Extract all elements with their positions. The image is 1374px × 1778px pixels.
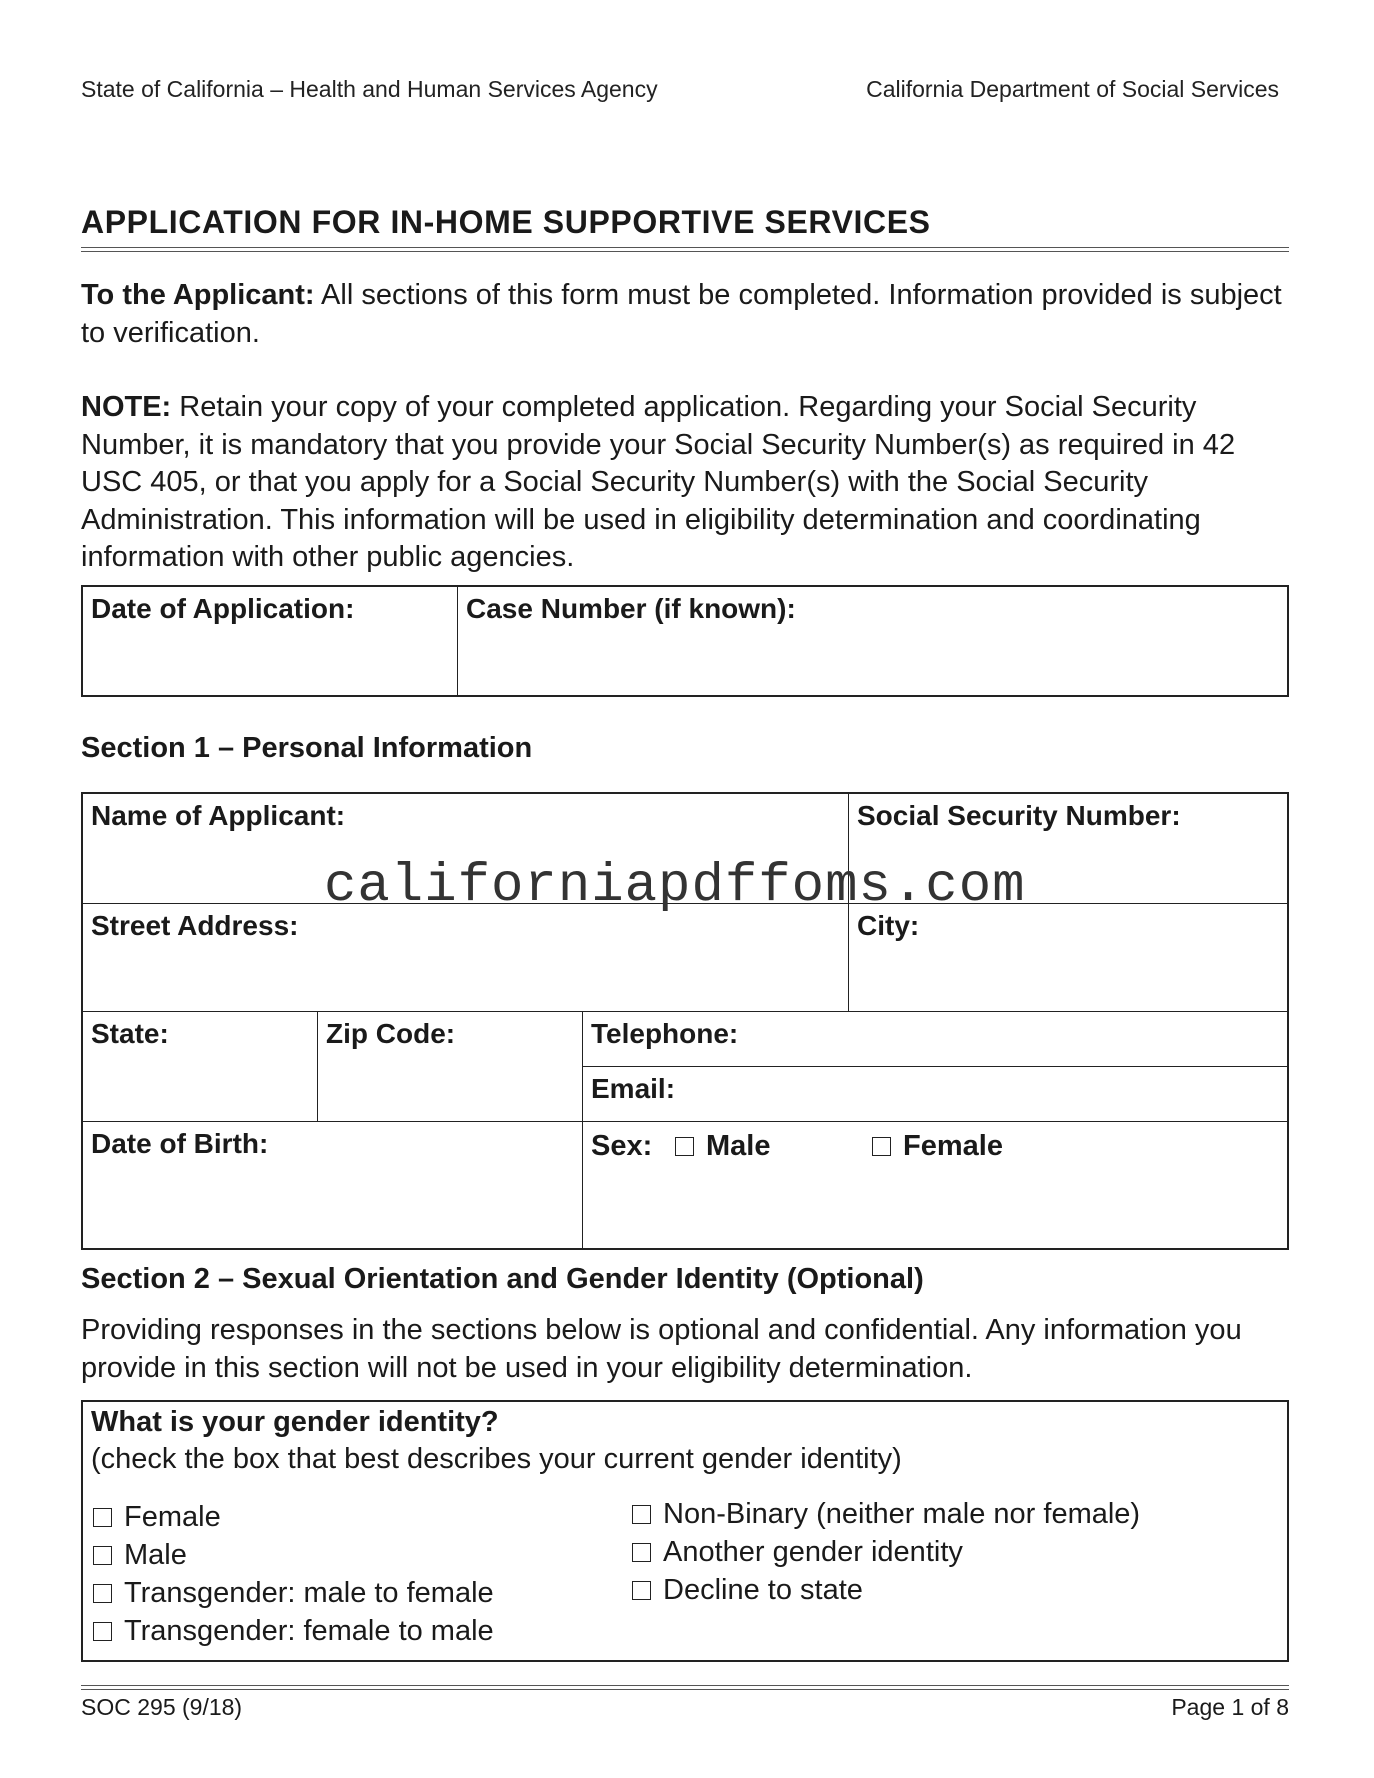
sex-male-label: Male bbox=[706, 1130, 771, 1162]
watermark: californiapdffoms.com bbox=[324, 856, 1026, 917]
title-divider bbox=[81, 247, 1289, 252]
date-of-birth-label: Date of Birth: bbox=[91, 1128, 269, 1159]
note-paragraph bbox=[81, 389, 1289, 577]
form-title: APPLICATION FOR IN-HOME SUPPORTIVE SERVICES bbox=[81, 204, 931, 240]
ssn-label: Social Security Number: bbox=[857, 800, 1181, 831]
date-of-application-field[interactable] bbox=[83, 587, 457, 695]
gender-option[interactable] bbox=[93, 1498, 221, 1536]
form-id: SOC 295 (9/18) bbox=[81, 1694, 243, 1720]
gender-option[interactable] bbox=[632, 1495, 1140, 1533]
telephone-field[interactable] bbox=[583, 1012, 1287, 1066]
gender-option-label: Non-Binary (neither male nor female) bbox=[663, 1498, 1141, 1530]
applicant-name-label: Name of Applicant: bbox=[91, 800, 346, 831]
gender-identity-question: What is your gender identity? bbox=[91, 1406, 499, 1438]
checkbox-icon[interactable] bbox=[872, 1137, 891, 1156]
case-number-field[interactable] bbox=[458, 587, 1287, 695]
gender-option-label: Another gender identity bbox=[663, 1536, 963, 1568]
section2-intro: Providing responses in the sections below is optional and confidential. Any information you provide in this section will not be used in your eligibility determination. bbox=[81, 1314, 1242, 1384]
applicant-text: All sections of this form must be completed. Information provided is subject to verification. bbox=[81, 279, 1282, 349]
checkbox-icon[interactable] bbox=[632, 1581, 651, 1600]
note-text: Retain your copy of your completed application. Regarding your Social Security Number, it is mandatory that you provide your Social Security Number(s) as required in 42 USC 405, or that you apply for a Social Security Number(s) with the Social Security Administration. This information will be used in eligibility determination and coordinating information with other public agencies. bbox=[81, 391, 1236, 573]
email-field[interactable] bbox=[583, 1067, 1287, 1121]
case-number-label: Case Number (if known): bbox=[466, 593, 796, 624]
sex-label: Sex: bbox=[591, 1130, 653, 1162]
checkbox-icon[interactable] bbox=[93, 1508, 112, 1527]
date-of-application-label: Date of Application: bbox=[91, 593, 355, 624]
gender-identity-instruction: (check the box that best describes your current gender identity) bbox=[91, 1443, 902, 1475]
gender-option[interactable] bbox=[93, 1536, 187, 1574]
page-number: Page 1 of 8 bbox=[1171, 1694, 1289, 1720]
gender-option-label: Decline to state bbox=[663, 1574, 863, 1606]
city-field[interactable] bbox=[849, 904, 1287, 1011]
checkbox-icon[interactable] bbox=[93, 1546, 112, 1565]
applicant-label: To the Applicant: bbox=[81, 279, 315, 311]
gender-option[interactable] bbox=[632, 1533, 963, 1571]
agency-name: State of California – Health and Human Services Agency bbox=[81, 76, 658, 102]
sex-field bbox=[583, 1122, 1287, 1248]
gender-option[interactable] bbox=[632, 1571, 863, 1609]
footer-divider bbox=[81, 1685, 1289, 1690]
sex-female-option[interactable] bbox=[872, 1130, 1003, 1163]
gender-identity-box bbox=[81, 1400, 1289, 1662]
page-header bbox=[81, 76, 1285, 103]
state-label: State: bbox=[91, 1018, 169, 1049]
gender-option[interactable] bbox=[93, 1574, 494, 1612]
section2-heading: Section 2 – Sexual Orientation and Gender Identity (Optional) bbox=[81, 1263, 924, 1295]
city-label: City: bbox=[857, 910, 920, 941]
state-field[interactable] bbox=[83, 1012, 317, 1121]
zip-code-label: Zip Code: bbox=[326, 1018, 456, 1049]
note-label: NOTE: bbox=[81, 391, 172, 423]
checkbox-icon[interactable] bbox=[675, 1137, 694, 1156]
sex-female-label: Female bbox=[903, 1130, 1003, 1162]
email-label: Email: bbox=[591, 1073, 676, 1104]
zip-code-field[interactable] bbox=[318, 1012, 582, 1121]
street-address-field[interactable] bbox=[83, 904, 848, 1011]
application-info-box bbox=[81, 585, 1289, 697]
checkbox-icon[interactable] bbox=[93, 1584, 112, 1603]
gender-option-label: Male bbox=[124, 1539, 187, 1571]
sex-male-option[interactable] bbox=[675, 1130, 770, 1163]
gender-option-label: Female bbox=[124, 1501, 221, 1533]
date-of-birth-field[interactable] bbox=[83, 1122, 582, 1248]
gender-option-label: Transgender: male to female bbox=[124, 1577, 494, 1609]
checkbox-icon[interactable] bbox=[93, 1622, 112, 1641]
checkbox-icon[interactable] bbox=[632, 1505, 651, 1524]
section1-heading: Section 1 – Personal Information bbox=[81, 732, 533, 764]
department-name: California Department of Social Services bbox=[866, 76, 1279, 102]
applicant-instructions bbox=[81, 277, 1289, 352]
page-footer bbox=[81, 1694, 1289, 1721]
street-address-label: Street Address: bbox=[91, 910, 299, 941]
gender-option-label: Transgender: female to male bbox=[124, 1615, 494, 1647]
checkbox-icon[interactable] bbox=[632, 1543, 651, 1562]
telephone-label: Telephone: bbox=[591, 1018, 739, 1049]
gender-option[interactable] bbox=[93, 1612, 494, 1650]
